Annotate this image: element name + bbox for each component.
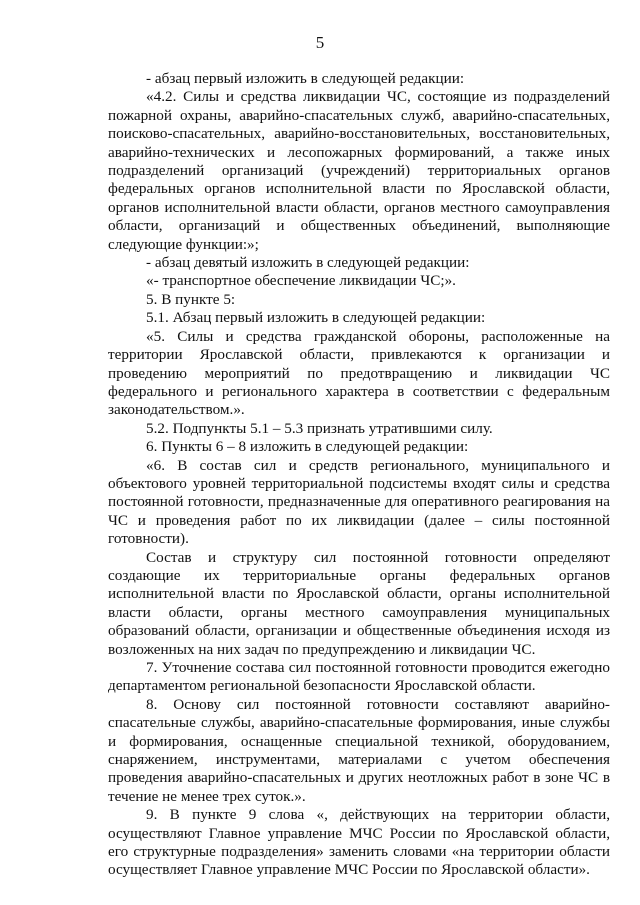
paragraph-edit-instruction-2: - абзац девятый изложить в следующей редакции: <box>146 254 470 272</box>
paragraph-8-text: 8. Основу сил постоянной готовности составляют аварийно-спасательные службы, аварийно-спасательные формирования, иные службы и формирования, оснащенные специальной техникой, оборудованием, снаряжением, инструментами, материалами с учетом обеспечения проведения аварийно-спасательных и других неотложных работ в зоне ЧС в течение не менее трех суток.». <box>108 695 610 805</box>
document-body <box>108 70 610 880</box>
paragraph-7-text: 7. Уточнение состава сил постоянной готовности проводится ежегодно департаментом региональной безопасности Ярославской области. <box>108 659 610 695</box>
paragraph-composition-text: Состав и структуру сил постоянной готовности определяют создающие их территориальные органы федеральных органов исполнительной власти по Ярославской области, органы исполнительной власти области, органы местного самоуправления муниципальных образований области, организации и общественные объединения исходя из возложенных на них задач по предупреждению и ликвидации ЧС. <box>108 548 610 658</box>
paragraph-5-2-instruction: 5.2. Подпункты 5.1 – 5.3 признать утратившими силу. <box>146 419 493 437</box>
page-number: 5 <box>315 33 325 52</box>
paragraph-edit-instruction-1: - абзац первый изложить в следующей редакции: <box>146 70 465 87</box>
paragraph-5-text: «5. Силы и средства гражданской обороны, расположенные на территории Ярославской области, привлекаются к организации и проведению мероприятий по предотвращению и ликвидации ЧС федерального и регионального характера в соответствии с федеральным законодательством.». <box>108 327 610 419</box>
paragraph-transport-support: «- транспортное обеспечение ликвидации ЧС;». <box>146 272 456 290</box>
paragraph-6-text: «6. В состав сил и средств регионального, муниципального и объектового уровней территориальной подсистемы входят силы и средства постоянной готовности, предназначенные для оперативного реагирования на ЧС и проведения работ по их ликвидации (далее – силы постоянной готовности). <box>108 456 610 548</box>
paragraph-item-5-heading: 5. В пункте 5: <box>146 290 236 308</box>
paragraph-item-6-heading: 6. Пункты 6 – 8 изложить в следующей редакции: <box>146 438 469 456</box>
paragraph-9-text: 9. В пункте 9 слова «, действующих на территории области, осуществляют Главное управление МЧС России по Ярославской области, его структурные подразделения» заменить словами «на территории области осуществляет Главное управление МЧС России по Ярославской области». <box>108 806 610 879</box>
paragraph-5-1-instruction: 5.1. Абзац первый изложить в следующей редакции: <box>146 309 486 327</box>
paragraph-4-2-text: «4.2. Силы и средства ликвидации ЧС, состоящие из подразделений пожарной охраны, аварийно-спасательных служб, аварийно-спасательных, поисково-спасательных, аварийно-восстановительных, восстановительных, аварийно-технических и лесопожарных формирований, а также иных подразделений организаций (учреждений) территориальных органов федеральных органов исполнительной власти по Ярославской области, органов исполнительной власти области, органов местного самоуправления области, организаций и общественных объединений, выполняющие следующие функции:»; <box>108 88 610 253</box>
